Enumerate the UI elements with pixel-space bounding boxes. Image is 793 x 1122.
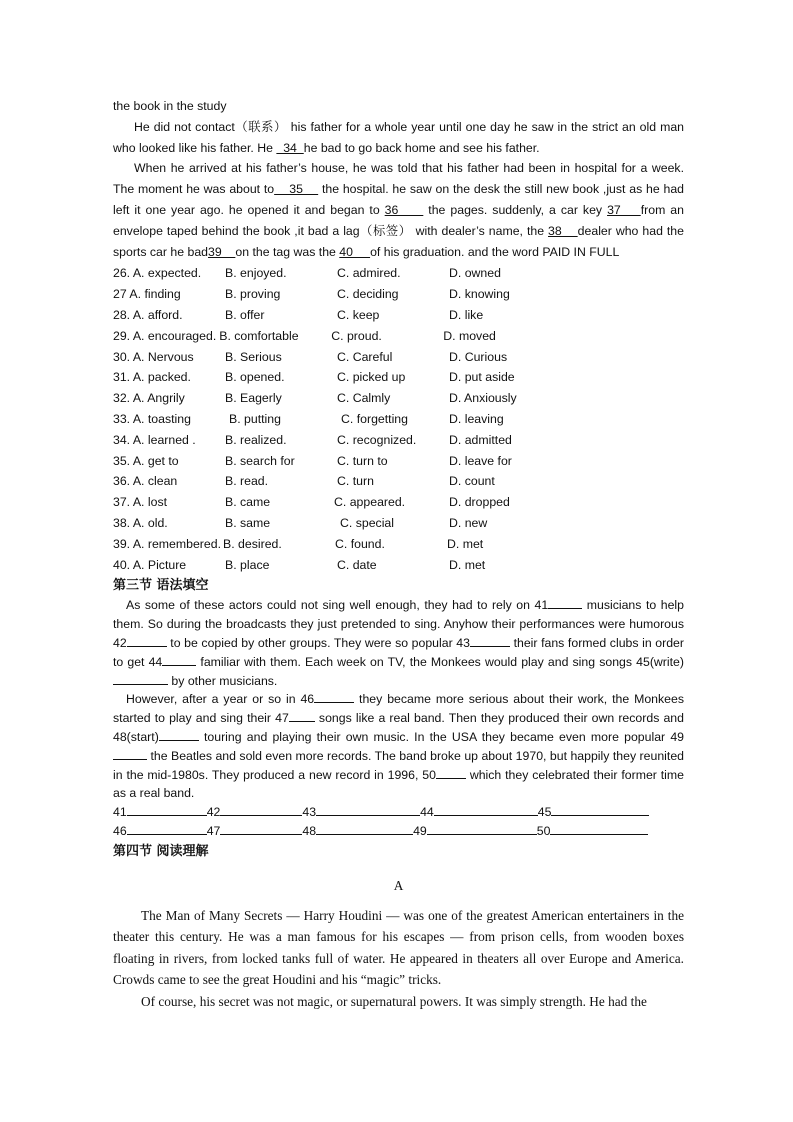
option-c: C. date	[337, 557, 377, 572]
option-a: 38. A. old.	[113, 515, 168, 530]
option-d: D. dropped	[449, 495, 510, 510]
blank-38: 38	[548, 223, 578, 238]
answer-line-47[interactable]	[220, 822, 302, 835]
section-4-title: 第四节 阅读理解	[113, 843, 209, 859]
blank-39: 39	[208, 244, 236, 259]
option-c: C. forgetting	[341, 411, 408, 426]
answer-line-49[interactable]	[427, 822, 537, 835]
option-a: 28. A. afford.	[113, 307, 183, 322]
option-c: C. deciding	[337, 287, 399, 302]
blank-48[interactable]	[159, 728, 199, 741]
answer-line-48[interactable]	[316, 822, 413, 835]
option-row	[113, 534, 684, 555]
option-c: C. recognized.	[337, 432, 417, 447]
answer-line-41[interactable]	[127, 803, 207, 816]
option-row	[113, 430, 684, 451]
option-d: D. new	[449, 515, 488, 530]
blank-34: 34	[276, 140, 304, 155]
option-row	[113, 326, 684, 347]
answer-row-2: 46 47 48 49 50	[113, 822, 684, 841]
option-row	[113, 388, 684, 409]
option-b: B. enjoyed.	[225, 266, 287, 281]
option-a: 32. A. Angrily	[113, 391, 185, 406]
answer-line-44[interactable]	[434, 803, 538, 816]
option-a: 31. A. packed.	[113, 370, 191, 385]
option-row	[113, 305, 684, 326]
option-d: D. Anxiously	[449, 391, 517, 406]
option-c: C. special	[340, 515, 394, 530]
option-b: B. opened.	[225, 370, 285, 385]
option-a: 40. A. Picture	[113, 557, 187, 572]
option-c: C. turn	[337, 474, 374, 489]
answer-line-50[interactable]	[550, 822, 648, 835]
cloze-passage	[113, 96, 684, 262]
option-b: B. read.	[225, 474, 269, 489]
grammar-paragraph-1: As some of these actors could not sing well enough, they had to rely on 41 musicians to help them. So during the broadcasts they just pretended to sing. Anyhow their performances were humorous 42 to be copied by other groups. They were so popular 43 their fans formed clubs in order to get 44 familiar with them. Each week on TV, the Monkees would play and sing songs 45(write) by other musicians.	[113, 598, 684, 688]
option-d: D. leaving	[449, 411, 504, 426]
option-c: C. appeared.	[334, 495, 406, 510]
option-b: B. proving	[225, 287, 281, 302]
option-d: D. met	[447, 536, 484, 551]
blank-42[interactable]	[127, 634, 167, 647]
option-c: C. turn to	[337, 453, 388, 468]
cloze-line-0: the book in the study	[113, 99, 227, 113]
option-d: D. knowing	[449, 287, 510, 302]
option-d: D. Curious	[449, 349, 508, 364]
option-d: D. owned	[449, 266, 501, 281]
answer-row-1: 41 42 43 44 45	[113, 803, 684, 822]
option-b: B. desired.	[223, 536, 282, 551]
grammar-passage	[113, 596, 684, 840]
option-b: B. same	[225, 515, 271, 530]
option-row	[113, 409, 684, 430]
option-a: 34. A. learned .	[113, 432, 196, 447]
option-d: D. moved	[443, 328, 496, 343]
blank-46[interactable]	[314, 690, 354, 703]
blank-35: 35	[274, 182, 319, 197]
option-d: D. like	[449, 307, 484, 322]
option-row	[113, 471, 684, 492]
option-d: D. count	[449, 474, 495, 489]
option-b: B. search for	[225, 453, 295, 468]
option-c: C. found.	[335, 536, 385, 551]
cloze-paragraph-1: He did not contact（联系） his father for a whole year until one day he saw in the strict an old man who looked like his father. He 34 he bad to go back home and see his father.	[113, 119, 684, 155]
option-c: C. Careful	[337, 349, 393, 364]
option-c: C. admired.	[337, 266, 401, 281]
option-a: 33. A. toasting	[113, 411, 191, 426]
option-row	[113, 555, 684, 576]
blank-49[interactable]	[113, 747, 147, 760]
answer-line-46[interactable]	[127, 822, 207, 835]
option-d: D. met	[449, 557, 486, 572]
option-a: 37. A. lost	[113, 495, 168, 510]
option-a: 39. A. remembered.	[113, 536, 221, 551]
option-row	[113, 284, 684, 305]
options-list	[113, 263, 684, 575]
option-c: C. picked up	[337, 370, 406, 385]
option-row	[113, 367, 684, 388]
option-a: 27 A. finding	[113, 287, 181, 302]
document-page	[113, 96, 684, 1012]
option-b: B. place	[225, 557, 270, 572]
option-a: 29. A. encouraged.	[113, 328, 217, 343]
option-b: B. Serious	[225, 349, 282, 364]
reading-paragraph-2: Of course, his secret was not magic, or supernatural powers. It was simply strength. He had the	[141, 993, 647, 1009]
blank-40: 40	[339, 244, 371, 259]
answer-line-42[interactable]	[220, 803, 302, 816]
option-row	[113, 492, 684, 513]
option-row	[113, 263, 684, 284]
option-row	[113, 451, 684, 472]
reading-paragraph-1: The Man of Many Secrets — Harry Houdini — was one of the greatest American entertainers in the theater this century. He was a man famous for his escapes — from prison cells, from wooden boxes floating in rivers, from locked tanks full of water. He appeared in theaters all over Europe and America. Crowds came to see the great Houdini and his “magic” tricks.	[113, 907, 684, 988]
option-b: B. offer	[225, 307, 265, 322]
option-d: D. put aside	[449, 370, 515, 385]
option-c: C. Calmly	[337, 391, 391, 406]
blank-44[interactable]	[162, 653, 196, 666]
option-a: 36. A. clean	[113, 474, 178, 489]
blank-37: 37	[607, 202, 641, 217]
grammar-paragraph-2: However, after a year or so in 46 they became more serious about their work, the Monkees started to play and sing their 47 songs like a real band. Then they produced their own records and 48(start) touring and playing their own music. In the USA they became even more popular 49 the Beatles and sold even more records. The band broke up about 1970, but happily they reunited in the mid-1980s. They produced a new record in 1996, 50 which they celebrated their former time as a real band.	[113, 692, 684, 801]
blank-41[interactable]	[548, 596, 582, 609]
cloze-paragraph-2: When he arrived at his father’s house, he was told that his father had been in hospital for a week. The moment he was about to 35 the hospital. he saw on the desk the still new book ,just as he had left it one year ago. he opened it and began to 36 the pages. suddenly, a car key 37 from an envelope taped behind the book ,it bad a lag（标签） with dealer’s name, the 38 dealer who had the sports car he bad39 on the tag was the 40 of his graduation. and the word PAID IN FULL	[113, 161, 685, 259]
passage-letter: A	[393, 877, 404, 893]
option-b: B. realized.	[225, 432, 287, 447]
option-row	[113, 513, 684, 534]
reading-passage	[113, 905, 684, 1013]
option-c: C. proud.	[331, 328, 382, 343]
option-d: D. admitted	[449, 432, 512, 447]
blank-45[interactable]	[113, 672, 168, 685]
answer-line-43[interactable]	[316, 803, 420, 816]
option-b: B. comfortable	[219, 328, 299, 343]
option-b: B. putting	[229, 411, 281, 426]
option-a: 30. A. Nervous	[113, 349, 194, 364]
option-row	[113, 347, 684, 368]
option-a: 35. A. get to	[113, 453, 179, 468]
answer-line-45[interactable]	[551, 803, 649, 816]
blank-36: 36	[384, 202, 424, 217]
blank-47[interactable]	[289, 709, 315, 722]
option-c: C. keep	[337, 307, 380, 322]
option-b: B. Eagerly	[225, 391, 282, 406]
option-d: D. leave for	[449, 453, 512, 468]
blank-50[interactable]	[436, 766, 466, 779]
section-3-title: 第三节 语法填空	[113, 578, 209, 594]
option-b: B. came	[225, 495, 271, 510]
blank-43[interactable]	[470, 634, 510, 647]
option-a: 26. A. expected.	[113, 266, 202, 281]
